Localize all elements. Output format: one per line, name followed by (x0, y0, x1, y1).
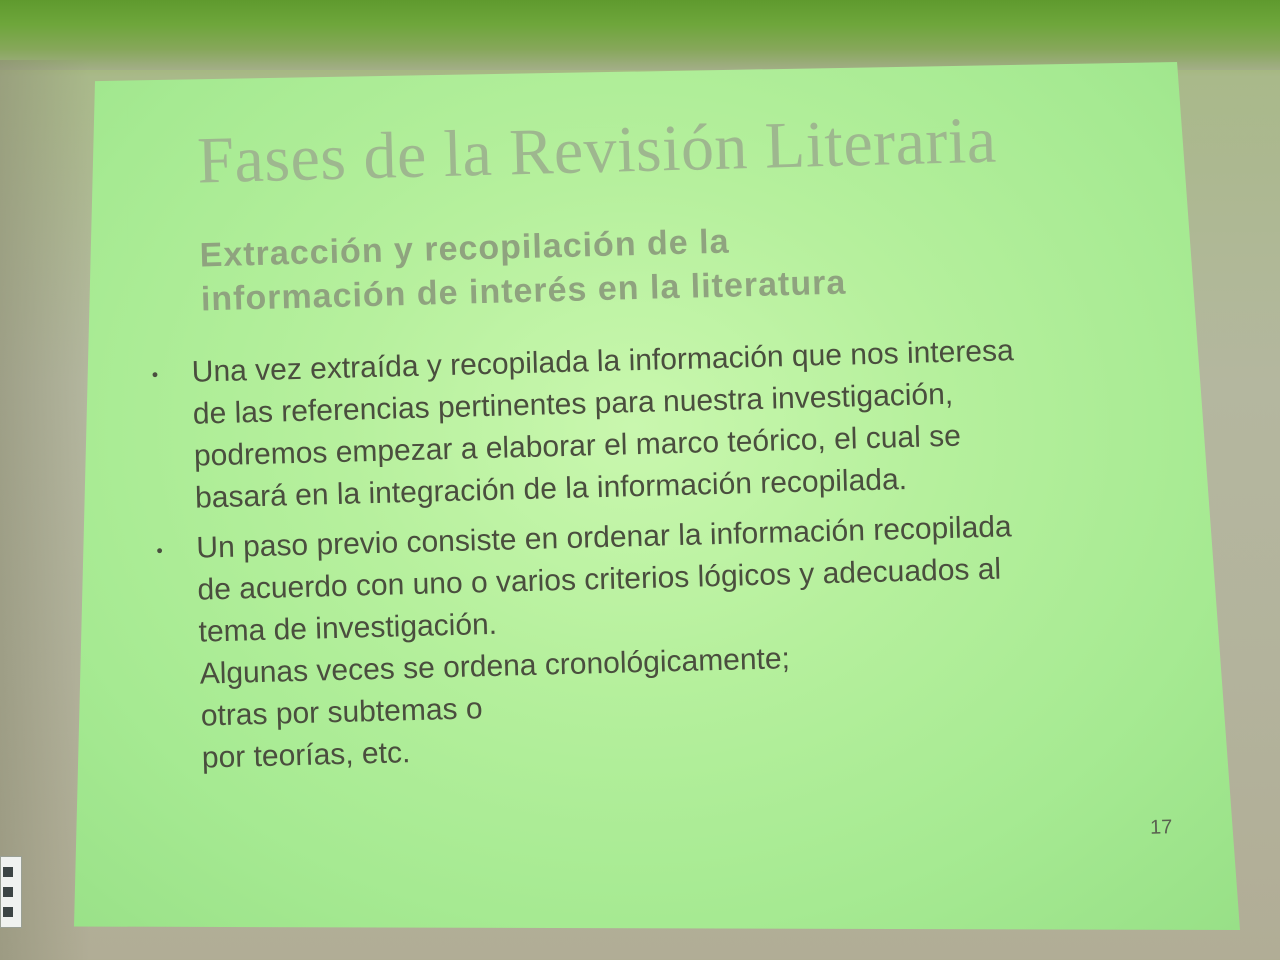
bullet-item (152, 504, 1118, 781)
bullet-text-line: Una vez extraída y recopilada la información que nos interesa (191, 334, 1015, 389)
wall-sign (0, 856, 22, 928)
bullet-text-line: de acuerdo con uno o varios criterios lógicos y adecuados al (197, 552, 1002, 607)
bullet-marker: • (156, 540, 164, 561)
sign-mark (3, 907, 13, 917)
bullet-text-line: de las referencias pertinentes para nuestra investigación, (192, 377, 954, 431)
bullet-item (147, 328, 1111, 521)
bullet-marker: • (151, 364, 159, 385)
bullet-text-line: Algunas veces se ordena cronológicamente; (199, 642, 791, 691)
bullet-text-line: Un paso previo consiste en ordenar la información recopilada (195, 510, 1013, 565)
subtitle-line: información de interés en la literatura (200, 263, 847, 319)
bullet-text-line: otras por subtemas o (200, 692, 483, 733)
bullet-text-line: basará en la integración de la información recopilada. (194, 463, 908, 515)
slide-title: Fases de la Revisión Literaria (196, 103, 998, 198)
bullet-text-line: podremos empezar a elaborar el marco teórico, el cual se (193, 419, 962, 473)
sign-mark (3, 867, 13, 877)
bullet-list (147, 328, 1118, 789)
subtitle-line: Extracción y recopilación de la (199, 222, 730, 275)
slide-subtitle (199, 211, 1061, 321)
slide-page-number: 17 (1149, 816, 1173, 839)
bullet-text-line: tema de investigación. (198, 607, 498, 649)
sign-mark (3, 887, 13, 897)
bullet-text-line: por teorías, etc. (201, 736, 411, 775)
